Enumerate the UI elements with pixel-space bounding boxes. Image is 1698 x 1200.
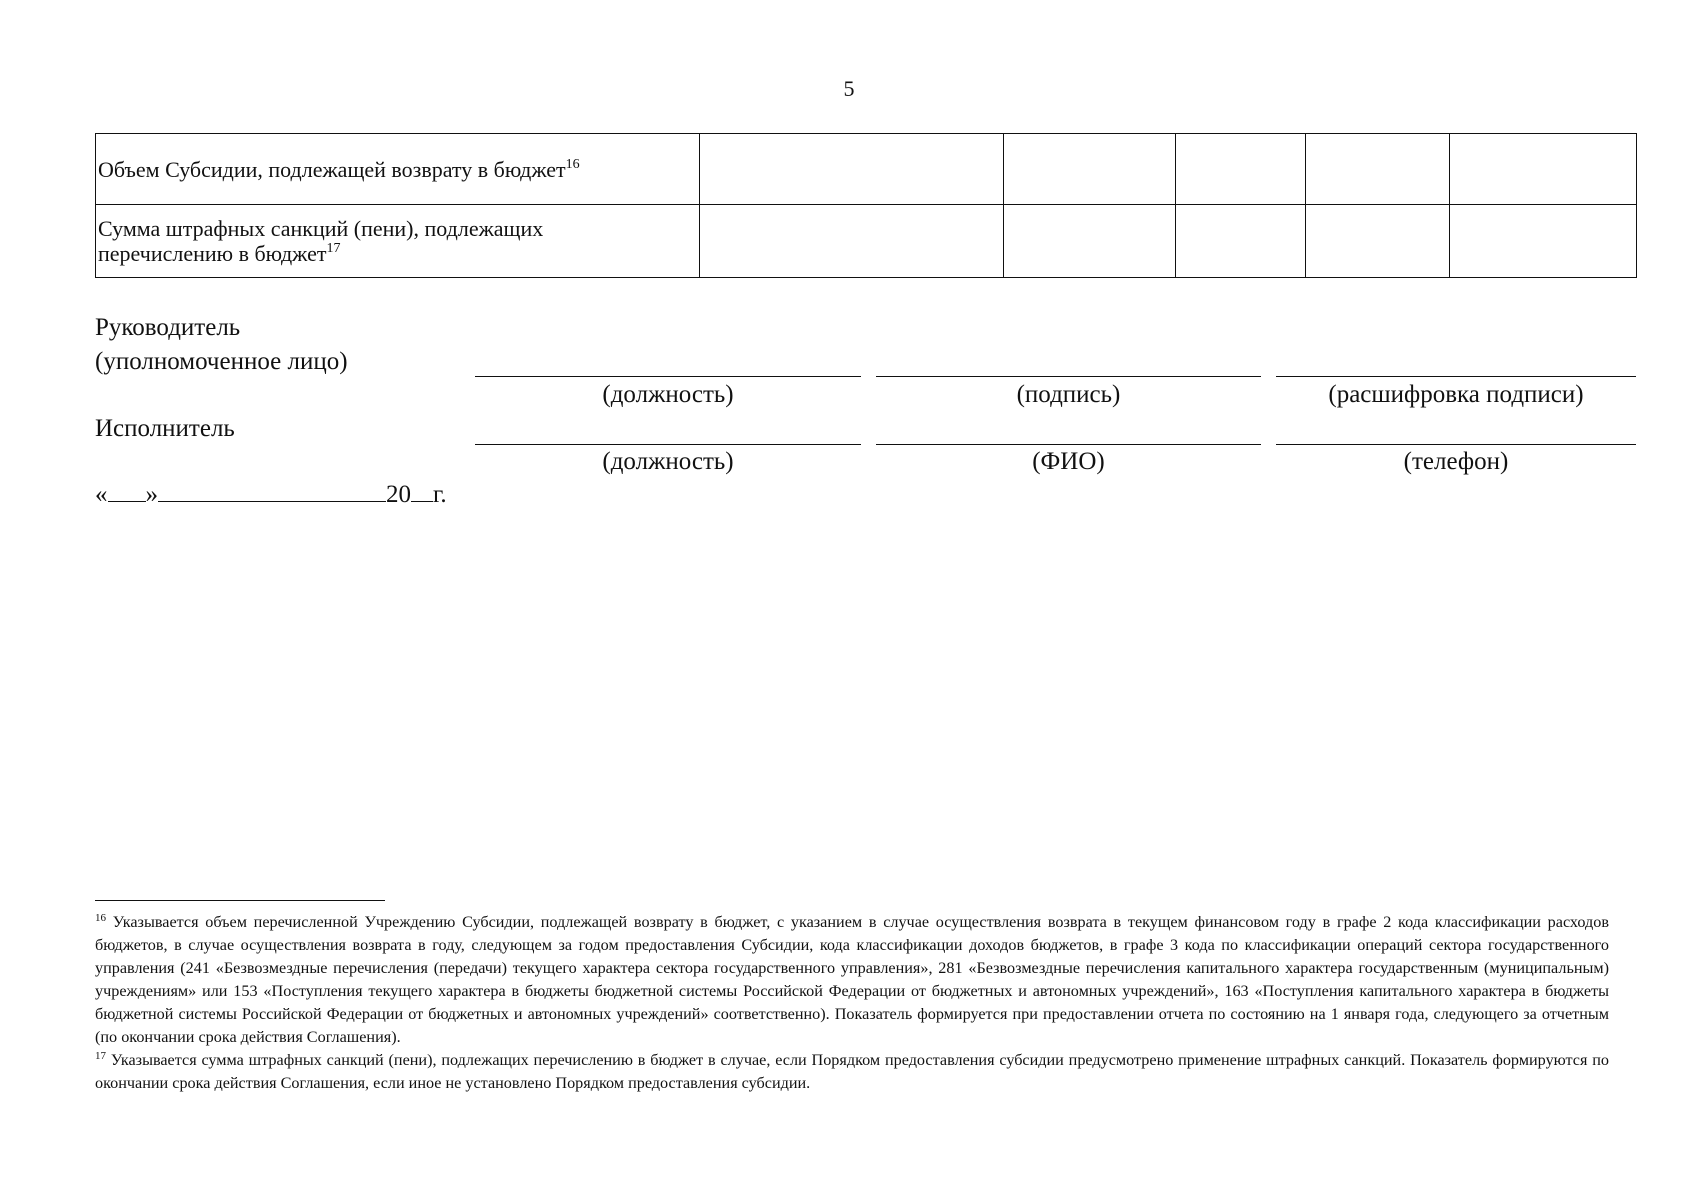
executor-label: Исполнитель bbox=[95, 415, 235, 442]
head-label: Руководитель bbox=[95, 314, 241, 341]
date-field: « » 20 г. bbox=[95, 481, 447, 508]
row-label-penalty-sum: Сумма штрафных санкций (пени), подлежащих перечислению в бюджет$^{17}$ bbox=[96, 205, 700, 278]
caption-executor-phone: (телефон) bbox=[1403, 448, 1509, 475]
caption-signature: (подпись) bbox=[1016, 381, 1121, 408]
table-cell[interactable] bbox=[1306, 205, 1450, 278]
executor-name-line[interactable] bbox=[876, 444, 1261, 445]
month-blank[interactable] bbox=[158, 481, 386, 502]
subsidy-return-table bbox=[95, 133, 1637, 278]
footnotes bbox=[95, 911, 1609, 1095]
footnote-17: $^{17}$ Указывается сумма штрафных санкций (пени), подлежащих перечислению в бюджет в случае, если Порядком предоставления субсидии предусмотрено применение штрафных санкций. Показатель формируются по окончании срока действия Соглашения, если иное не установлено Порядком предоставления субсидии. bbox=[95, 1050, 1610, 1092]
table-cell[interactable] bbox=[700, 134, 1004, 205]
footnote-ref: 17 bbox=[326, 241, 341, 256]
executor-position-line[interactable] bbox=[475, 444, 861, 445]
table-cell[interactable] bbox=[700, 205, 1004, 278]
table-cell[interactable] bbox=[1176, 205, 1306, 278]
table-cell[interactable] bbox=[1004, 205, 1176, 278]
year-blank[interactable] bbox=[411, 481, 433, 502]
head-position-line[interactable] bbox=[475, 376, 861, 377]
table-cell[interactable] bbox=[1450, 205, 1637, 278]
caption-signature-decoding: (расшифровка подписи) bbox=[1328, 381, 1584, 408]
caption-executor-position: (должность) bbox=[602, 448, 734, 475]
footnote-ref: 16 bbox=[565, 156, 580, 172]
day-blank[interactable] bbox=[108, 481, 146, 502]
caption-position: (должность) bbox=[602, 381, 734, 408]
footnote-16: $^{16}$ Указывается объем перечисленной Учреждению Субсидии, подлежащей возврату в бюджет, с указанием в случае осуществления возврата в текущем финансовом году в графе 2 кода классификации расходов бюджетов, в случае осуществления возврата в году, следующем за годом предоставления Субсидии, кода классификации доходов бюджетов, в графе 3 кода по классификации операций сектора государственного управления (241 «Безвозмездные перечисления (передачи) текущего характера сектора государственного управления», 281 «Безвозмездные перечисления капитального характера государственным (муниципальным) учреждениям» или 153 «Поступления текущего характера в бюджеты бюджетной системы Российской Федерации от бюджетных и автономных учреждений», 163 «Поступления капитального характера в бюджеты бюджетной системы Российской Федерации от бюджетных и автономных учреждений» соответственно). Показатель формируется при предоставлении отчета по состоянию на 1 января года, следующего за отчетным (по окончании срока действия Соглашения). bbox=[95, 912, 1610, 1046]
table-cell[interactable] bbox=[1306, 134, 1450, 205]
executor-phone-line[interactable] bbox=[1276, 444, 1636, 445]
table-row bbox=[96, 205, 1637, 278]
caption-executor-name: (ФИО) bbox=[1032, 448, 1105, 475]
table-cell[interactable] bbox=[1176, 134, 1306, 205]
head-signature-decoding-line[interactable] bbox=[1276, 376, 1636, 377]
row-label-subsidy-return: Объем Субсидии, подлежащей возврату в бюджет$^{16}$ bbox=[96, 134, 700, 205]
table-cell[interactable] bbox=[1004, 134, 1176, 205]
page-number: 5 bbox=[843, 76, 855, 101]
footnote-separator bbox=[95, 900, 385, 901]
head-signature-line[interactable] bbox=[876, 376, 1261, 377]
authorized-person-label: (уполномоченное лицо) bbox=[95, 348, 348, 375]
table-cell[interactable] bbox=[1450, 134, 1637, 205]
table-row bbox=[96, 134, 1637, 205]
